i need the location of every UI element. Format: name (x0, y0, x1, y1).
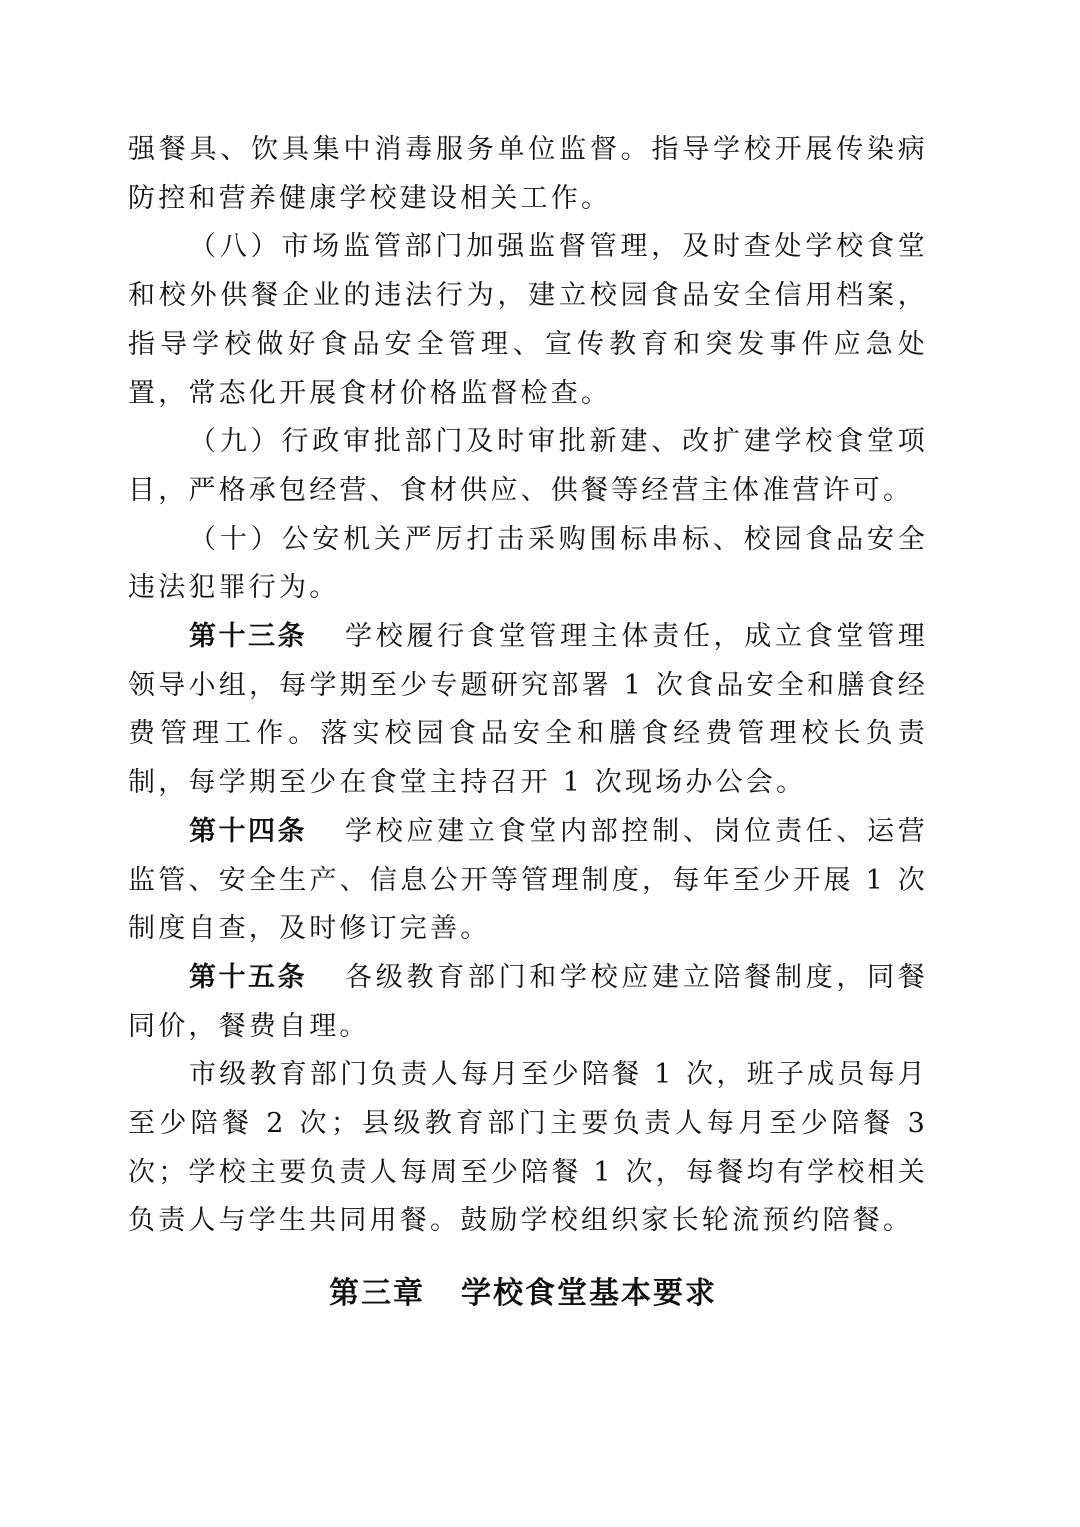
article-15 (128, 954, 928, 1051)
chapter-title: 学校食堂基本要求 (461, 1276, 717, 1312)
chapter-heading (128, 1270, 928, 1318)
article-14-text: 学校应建立食堂内部控制、岗位责任、运营监管、安全生产、信息公开等管理制度，每年至少开展 1 次制度自查，及时修订完善。 (128, 815, 928, 945)
article-13-text: 学校履行食堂管理主体责任，成立食堂管理领导小组，每学期至少专题研究部署 1 次食品安全和膳食经费管理工作。落实校园食品安全和膳食经费管理校长负责制，每学期至少在食堂主持召开 1 次现场办公会。 (128, 621, 928, 799)
article-15-label: 第十五条 (189, 961, 308, 993)
article-14 (128, 808, 928, 954)
paragraph-item-10: （十）公安机关严厉打击采购围标串标、校园食品安全违法犯罪行为。 (128, 523, 928, 604)
paragraph-item-9: （九）行政审批部门及时审批新建、改扩建学校食堂项目，严格承包经营、食材供应、供餐等经营主体准营许可。 (128, 426, 928, 506)
paragraph-item-8: （八）市场监管部门加强监督管理，及时查处学校食堂和校外供餐企业的违法行为，建立校园食品安全信用档案，指导学校做好食品安全管理、宣传教育和突发事件应急处置，常态化开展食材价格监督检查。 (128, 231, 928, 409)
paragraph-continued: 强餐具、饮具集中消毒服务单位监督。指导学校开展传染病防控和营养健康学校建设相关工作。 (128, 134, 928, 214)
paragraph-accompany-meal: 市级教育部门负责人每月至少陪餐 1 次，班子成员每月至少陪餐 2 次；县级教育部门主要负责人每月至少陪餐 3 次；学校主要负责人每周至少陪餐 1 次，每餐均有学校相关负责人与学生共同用餐。鼓励学校组织家长轮流预约陪餐。 (128, 1059, 928, 1237)
article-13-label: 第十三条 (189, 621, 308, 653)
document-page (128, 126, 928, 1318)
chapter-number: 第三章 (329, 1276, 425, 1312)
article-13 (128, 613, 928, 808)
article-15-text: 各级教育部门和学校应建立陪餐制度，同餐同价，餐费自理。 (128, 961, 928, 1042)
article-14-label: 第十四条 (189, 815, 308, 847)
